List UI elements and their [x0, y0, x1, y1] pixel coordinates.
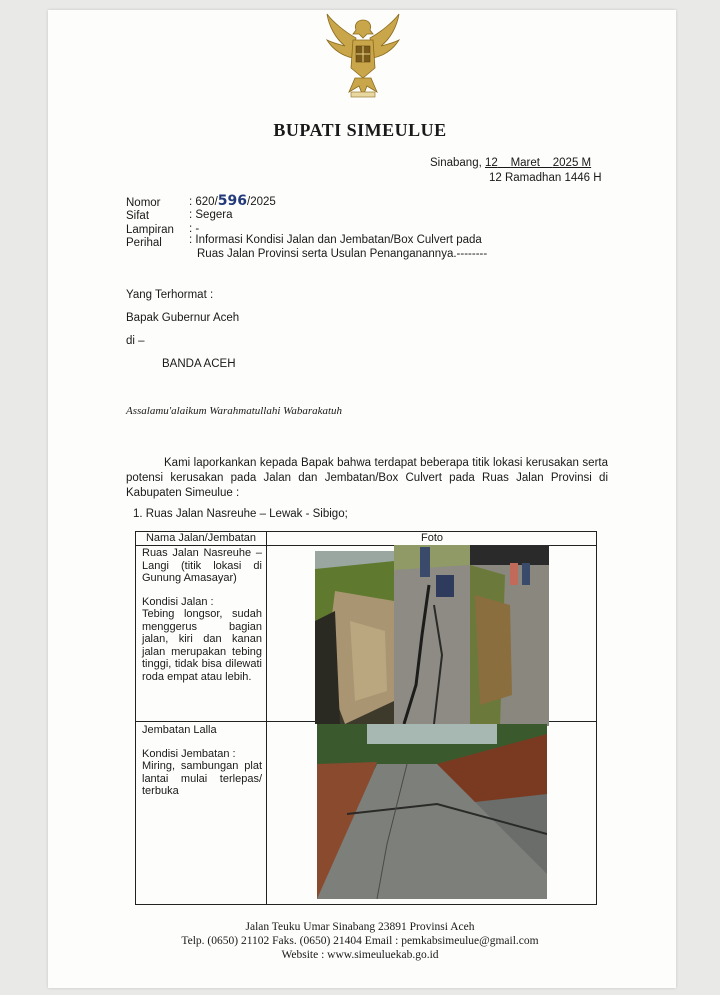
footer-address: Jalan Teuku Umar Sinabang 23891 Provinsi Aceh [245, 921, 475, 933]
list-item-1: 1. Ruas Jalan Nasreuhe – Lewak - Sibigo; [133, 508, 348, 520]
date-year: 2025 M [552, 157, 592, 169]
recipient-di: di – [126, 335, 145, 347]
nomor-value [189, 193, 276, 209]
row2-cond-label: Kondisi Jembatan : [142, 747, 236, 760]
date-month: Maret [510, 157, 540, 169]
lampiran-value: : - [189, 223, 200, 235]
footer-website: Website : www.simeuluekab.go.id [281, 949, 439, 961]
row1-name: Ruas Jalan Nasreuhe – Langi (titik lokasi di Gunung Amasayar) [142, 547, 262, 584]
row1-cond: Tebing longsor, sudah menggerus bagian jalan, kiri dan kanan jalan merupakan tebing tinggi, tidak bisa dilewati roda empat atau lebih. [142, 608, 262, 683]
date-hijri: 12 Ramadhan 1446 H [489, 172, 602, 184]
bridge-photo [317, 724, 547, 899]
letter-date [430, 157, 591, 169]
landslide-photo-1 [315, 551, 394, 724]
row1-cond-label: Kondisi Jalan : [142, 595, 214, 608]
recipient-name: Bapak Gubernur Aceh [126, 312, 240, 324]
letter-title: BUPATI SIMEULUE [273, 120, 447, 140]
body-paragraph [126, 456, 608, 501]
nomor-prefix: : 620/ [189, 196, 218, 208]
footer-contact: Telp. (0650) 21102 Faks. (0650) 21404 Email : pemkabsimeulue@gmail.com [181, 935, 539, 947]
nomor-handwritten: 596 [217, 193, 248, 209]
nomor-label: Nomor [126, 197, 161, 209]
perihal-line1: : Informasi Kondisi Jalan dan Jembatan/Box Culvert pada [189, 234, 482, 246]
row2-cond: Miring, sambungan plat lantai mulai terlepas/ terbuka [142, 760, 262, 797]
date-day: 12 [485, 157, 498, 169]
landslide-photo-2 [394, 545, 470, 724]
salam: Assalamu'alaikum Warahmatullahi Wabarakatuh [126, 405, 343, 417]
nomor-suffix: /2025 [247, 196, 276, 208]
table-header-name: Nama Jalan/Jembatan [145, 532, 257, 544]
condition-table [135, 531, 597, 905]
sifat-label: Sifat [126, 210, 150, 222]
body-paragraph-text: Kami laporkankan kepada Bapak bahwa terdapat beberapa titik lokasi kerusakan serta potensi kerusakan pada Jalan dan Jembatan/Box Culvert pada Ruas Jalan Provinsi di Kabupaten Simeulue : [126, 457, 608, 499]
table-row [142, 724, 262, 798]
lampiran-label: Lampiran [126, 224, 174, 236]
perihal-label: Perihal [126, 237, 162, 249]
table-header-photo: Foto [420, 532, 443, 544]
garuda-emblem-icon [323, 12, 403, 100]
sifat-value: : Segera [189, 209, 233, 221]
recipient-city: BANDA ACEH [162, 358, 236, 370]
recipient-greeting: Yang Terhormat : [126, 289, 214, 301]
row2-name: Jembatan Lalla [142, 724, 217, 736]
perihal-line2: Ruas Jalan Provinsi serta Usulan Penanganannya.-------- [197, 248, 488, 260]
table-divider [266, 532, 267, 904]
table-row [142, 547, 262, 683]
date-place: Sinabang, [430, 157, 482, 169]
landslide-photo-3 [470, 545, 549, 726]
